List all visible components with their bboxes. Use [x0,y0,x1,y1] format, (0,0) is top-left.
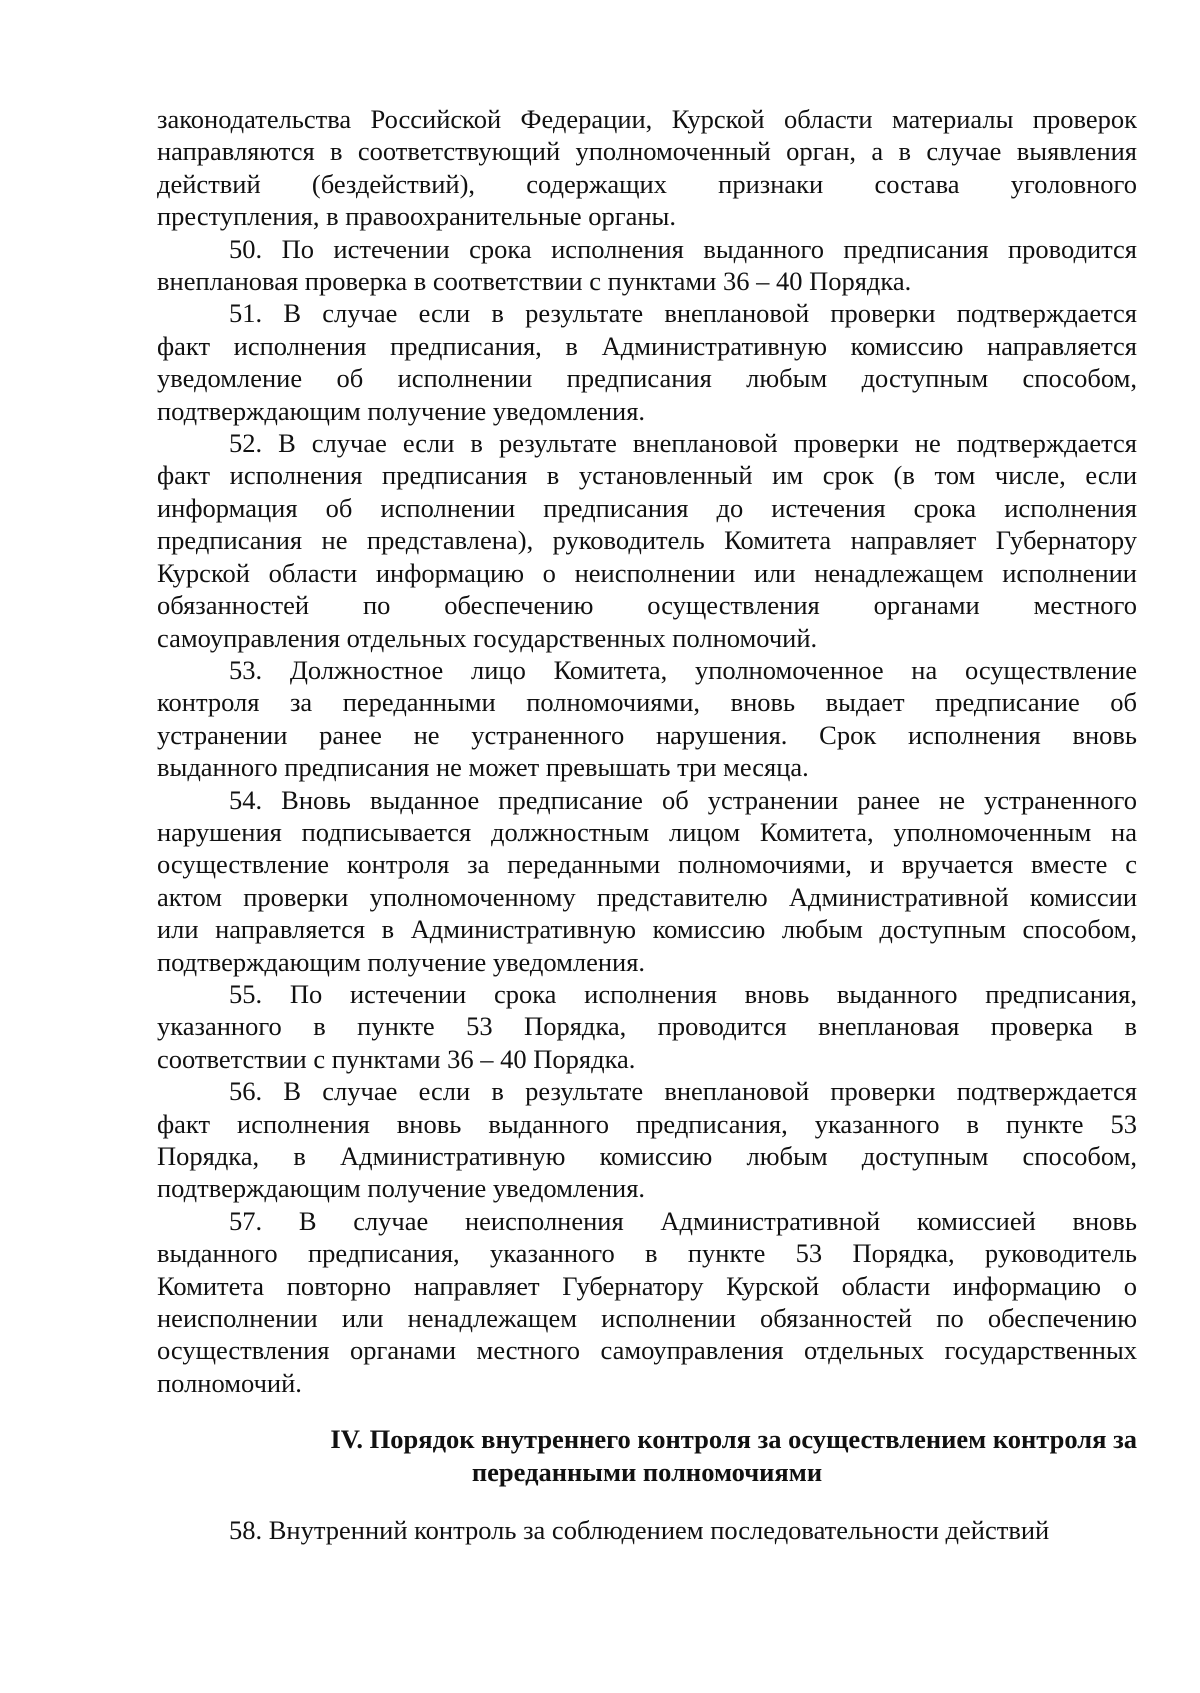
paragraph-p53 [157,654,1137,784]
paragraph-line: контроля за переданными полномочиями, вновь выдает предписание об [157,687,1137,718]
paragraph-line: нарушения подписывается должностным лицом Комитета, уполномоченным на [157,816,1137,847]
paragraph-line: подтверждающим получение уведомления. [157,395,646,426]
paragraph-line: неисполнении или ненадлежащем исполнении обязанностей по обеспечению [157,1303,1137,1334]
paragraph-line: осуществление контроля за переданными полномочиями, и вручается вместе с [157,849,1137,880]
paragraph-p57 [157,1205,1137,1399]
paragraph-line: осуществления органами местного самоуправления отдельных государственных [157,1335,1137,1366]
paragraph-line: соответствии с пунктами 36 – 40 Порядка. [157,1043,636,1074]
paragraph-line: Курской области информацию о неисполнении или ненадлежащем исполнении [157,557,1137,588]
paragraph-line: 52. В случае если в результате внеплановой проверки не подтверждается [229,428,1137,459]
document-body-after-heading [157,1514,1137,1546]
paragraph-line: актом проверки уполномоченному представителю Административной комиссии [157,881,1137,912]
paragraph-line: самоуправления отдельных государственных полномочий. [157,622,818,653]
paragraph-line: Порядка, в Административную комиссию любым доступным способом, [157,1141,1137,1171]
section-heading-line-1: IV. Порядок внутреннего контроля за осуществлением контроля за [330,1424,1137,1455]
paragraph-p50 [157,233,1137,298]
paragraph-line: уведомление об исполнении предписания любым доступным способом, [157,363,1137,394]
paragraph-line: 50. По истечении срока исполнения выданного предписания проводится [229,233,1137,264]
paragraph-line: 51. В случае если в результате внеплановой проверки подтверждается [229,298,1137,329]
paragraph-line: направляются в соответствующий уполномоченный орган, а в случае выявления [157,136,1137,167]
paragraph-line: подтверждающим получение уведомления. [157,946,646,977]
paragraph-line: выданного предписания не может превышать три месяца. [157,752,809,783]
paragraph-p58 [157,1514,1137,1546]
paragraph-line: или направляется в Административную комиссию любым доступным способом, [157,914,1137,945]
paragraph-line: факт исполнения предписания, в Административную комиссию направляется [157,330,1137,361]
paragraph-line: информация об исполнении предписания до истечения срока исполнения [157,492,1137,523]
paragraph-p-cont [157,103,1137,233]
paragraph-line: Комитета повторно направляет Губернатору Курской области информацию о [157,1270,1137,1301]
paragraph-line: преступления, в правоохранительные органы. [157,201,676,232]
paragraph-line: 54. Вновь выданное предписание об устранении ранее не устраненного [229,784,1137,815]
paragraph-p54 [157,784,1137,978]
paragraph-p56 [157,1075,1137,1205]
paragraph-line: указанного в пункте 53 Порядка, проводится внеплановая проверка в [157,1011,1137,1042]
paragraph-p55 [157,978,1137,1075]
paragraph-line: предписания не представлена), руководитель Комитета направляет Губернатору [157,525,1137,556]
paragraph-line: выданного предписания, указанного в пункте 53 Порядка, руководитель [157,1238,1137,1269]
paragraph-p52 [157,427,1137,654]
paragraph-line: 58. Внутренний контроль за соблюдением последовательности действий [229,1515,1050,1546]
paragraph-line: 55. По истечении срока исполнения вновь выданного предписания, [229,978,1137,1009]
paragraph-line: полномочий. [157,1367,302,1398]
paragraph-line: внеплановая проверка в соответствии с пунктами 36 – 40 Порядка. [157,266,912,297]
paragraph-line: устранении ранее не устраненного нарушения. Срок исполнения вновь [157,719,1137,750]
paragraph-p51 [157,297,1137,427]
paragraph-line: факт исполнения вновь выданного предписания, указанного в пункте 53 [157,1108,1137,1139]
section-heading [157,1423,1137,1488]
paragraph-line: 57. В случае неисполнения Административной комиссией вновь [229,1205,1137,1236]
section-heading-line-2: переданными полномочиями [471,1456,823,1487]
document-body [157,103,1137,1399]
paragraph-line: подтверждающим получение уведомления. [157,1173,646,1204]
document-page [157,103,1137,1546]
paragraph-line: факт исполнения предписания в установленный им срок (в том числе, если [157,460,1137,491]
paragraph-line: действий (бездействий), содержащих признаки состава уголовного [157,168,1137,199]
paragraph-line: законодательства Российской Федерации, Курской области материалы проверок [157,104,1137,134]
paragraph-line: 53. Должностное лицо Комитета, уполномоченное на осуществление [229,654,1137,685]
paragraph-line: 56. В случае если в результате внеплановой проверки подтверждается [229,1076,1137,1107]
paragraph-line: обязанностей по обеспечению осуществления органами местного [157,590,1137,621]
